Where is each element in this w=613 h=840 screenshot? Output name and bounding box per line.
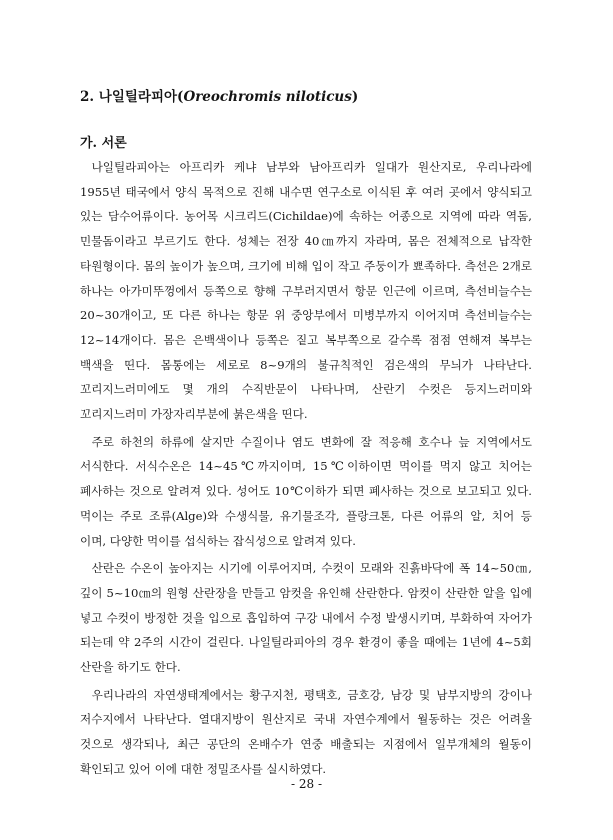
paragraph: 우리나라의 자연생태계에서는 황구지천, 평택호, 금호강, 남강 및 남부지방의 강이나 저수지에서 나타난다. 열대지방이 원산지로 국내 자연수계에서 월동하는 것은 어려울 것으로 생각되나, 최근 공단의 온배수가 연중 배출되는 지점에서 일부개체의 월동이 확인되고 있어 이에 대한 정밀조사를 실시하였다. bbox=[80, 687, 532, 776]
title-prefix: 2. 나일틸라피아( bbox=[80, 89, 184, 105]
paragraph: 산란은 수온이 높아지는 시기에 이루어지며, 수컷이 모래와 진흙바닥에 폭 14~50㎝, 깊이 5~10㎝의 원형 산란장을 만들고 암컷을 유인해 산란한다. 암컷이 산란한 알을 입에 넣고 수컷이 방정한 것을 입으로 흡입하여 구강 내에서 수정 발생시키며, 부화하여 자어가 되는데 약 2주의 시간이 걸린다. 나일틸라피아의 경우 환경이 좋을 때에는 1년에 4~5회 산란을 하기도 한다. bbox=[80, 561, 532, 675]
paragraph: 나일틸라피아는 아프리카 케냐 남부와 남아프리카 일대가 원산지로, 우리나라에 1955년 태국에서 양식 목적으로 진해 내수면 연구소로 이식된 후 여러 곳에서 양식되고 있는 담수어류이다. 농어목 시크리드(Cichildae)에 속하는 어종으로 지역에 따라 역돔, 민물돔이라고 부르기도 한다. 성체는 전장 40㎝까지 자라며, 몸은 전체적으로 납작한 타원형이다. 몸의 높이가 높으며, 크기에 비해 입이 작고 주둥이가 뾰족하다. 측선은 2개로 하나는 아가미뚜껑에서 등쪽으로 향해 구부러지면서 항문 인근에 이르며, 측선비늘수는 20~30개이고, 또 다른 하나는 항문 위 중앙부에서 미병부까지 이어지며 측선비늘수는 12~14개이다. 몸은 은백색이나 등쪽은 짙고 복부쪽으로 갈수록 점점 연해져 복부는 백색을 띤다. 몸통에는 세로로 8~9개의 불규칙적인 검은색의 무늬가 나타난다. 꼬리지느러미에도 몇 개의 수직반문이 나타나며, 산란기 수컷은 등지느러미와 꼬리지느러미 가장자리부분에 붉은색을 띤다. bbox=[80, 160, 532, 422]
subsection-heading: 가. 서론 bbox=[80, 136, 127, 151]
paragraph: 주로 하천의 하류에 살지만 수질이나 염도 변화에 잘 적응해 호수나 늪 지역에서도 서식한다. 서식수온은 14~45℃까지이며, 15℃이하이면 먹이를 먹지 않고 치어는 폐사하는 것으로 알려져 있다. 성어도 10℃이하가 되면 폐사하는 것으로 보고되고 있다. 먹이는 주로 조류(Alge)와 수생식물, 유기물조각, 플랑크톤, 다른 어류의 알, 치어 등 이며, 다양한 먹이를 섭식하는 잡식성으로 알려져 있다. bbox=[80, 434, 532, 548]
body-text bbox=[80, 155, 532, 782]
section-title bbox=[80, 87, 358, 107]
page-number: - 28 - bbox=[290, 777, 322, 791]
title-suffix: ) bbox=[351, 89, 359, 105]
species-name: Oreochromis niloticus bbox=[183, 89, 352, 105]
